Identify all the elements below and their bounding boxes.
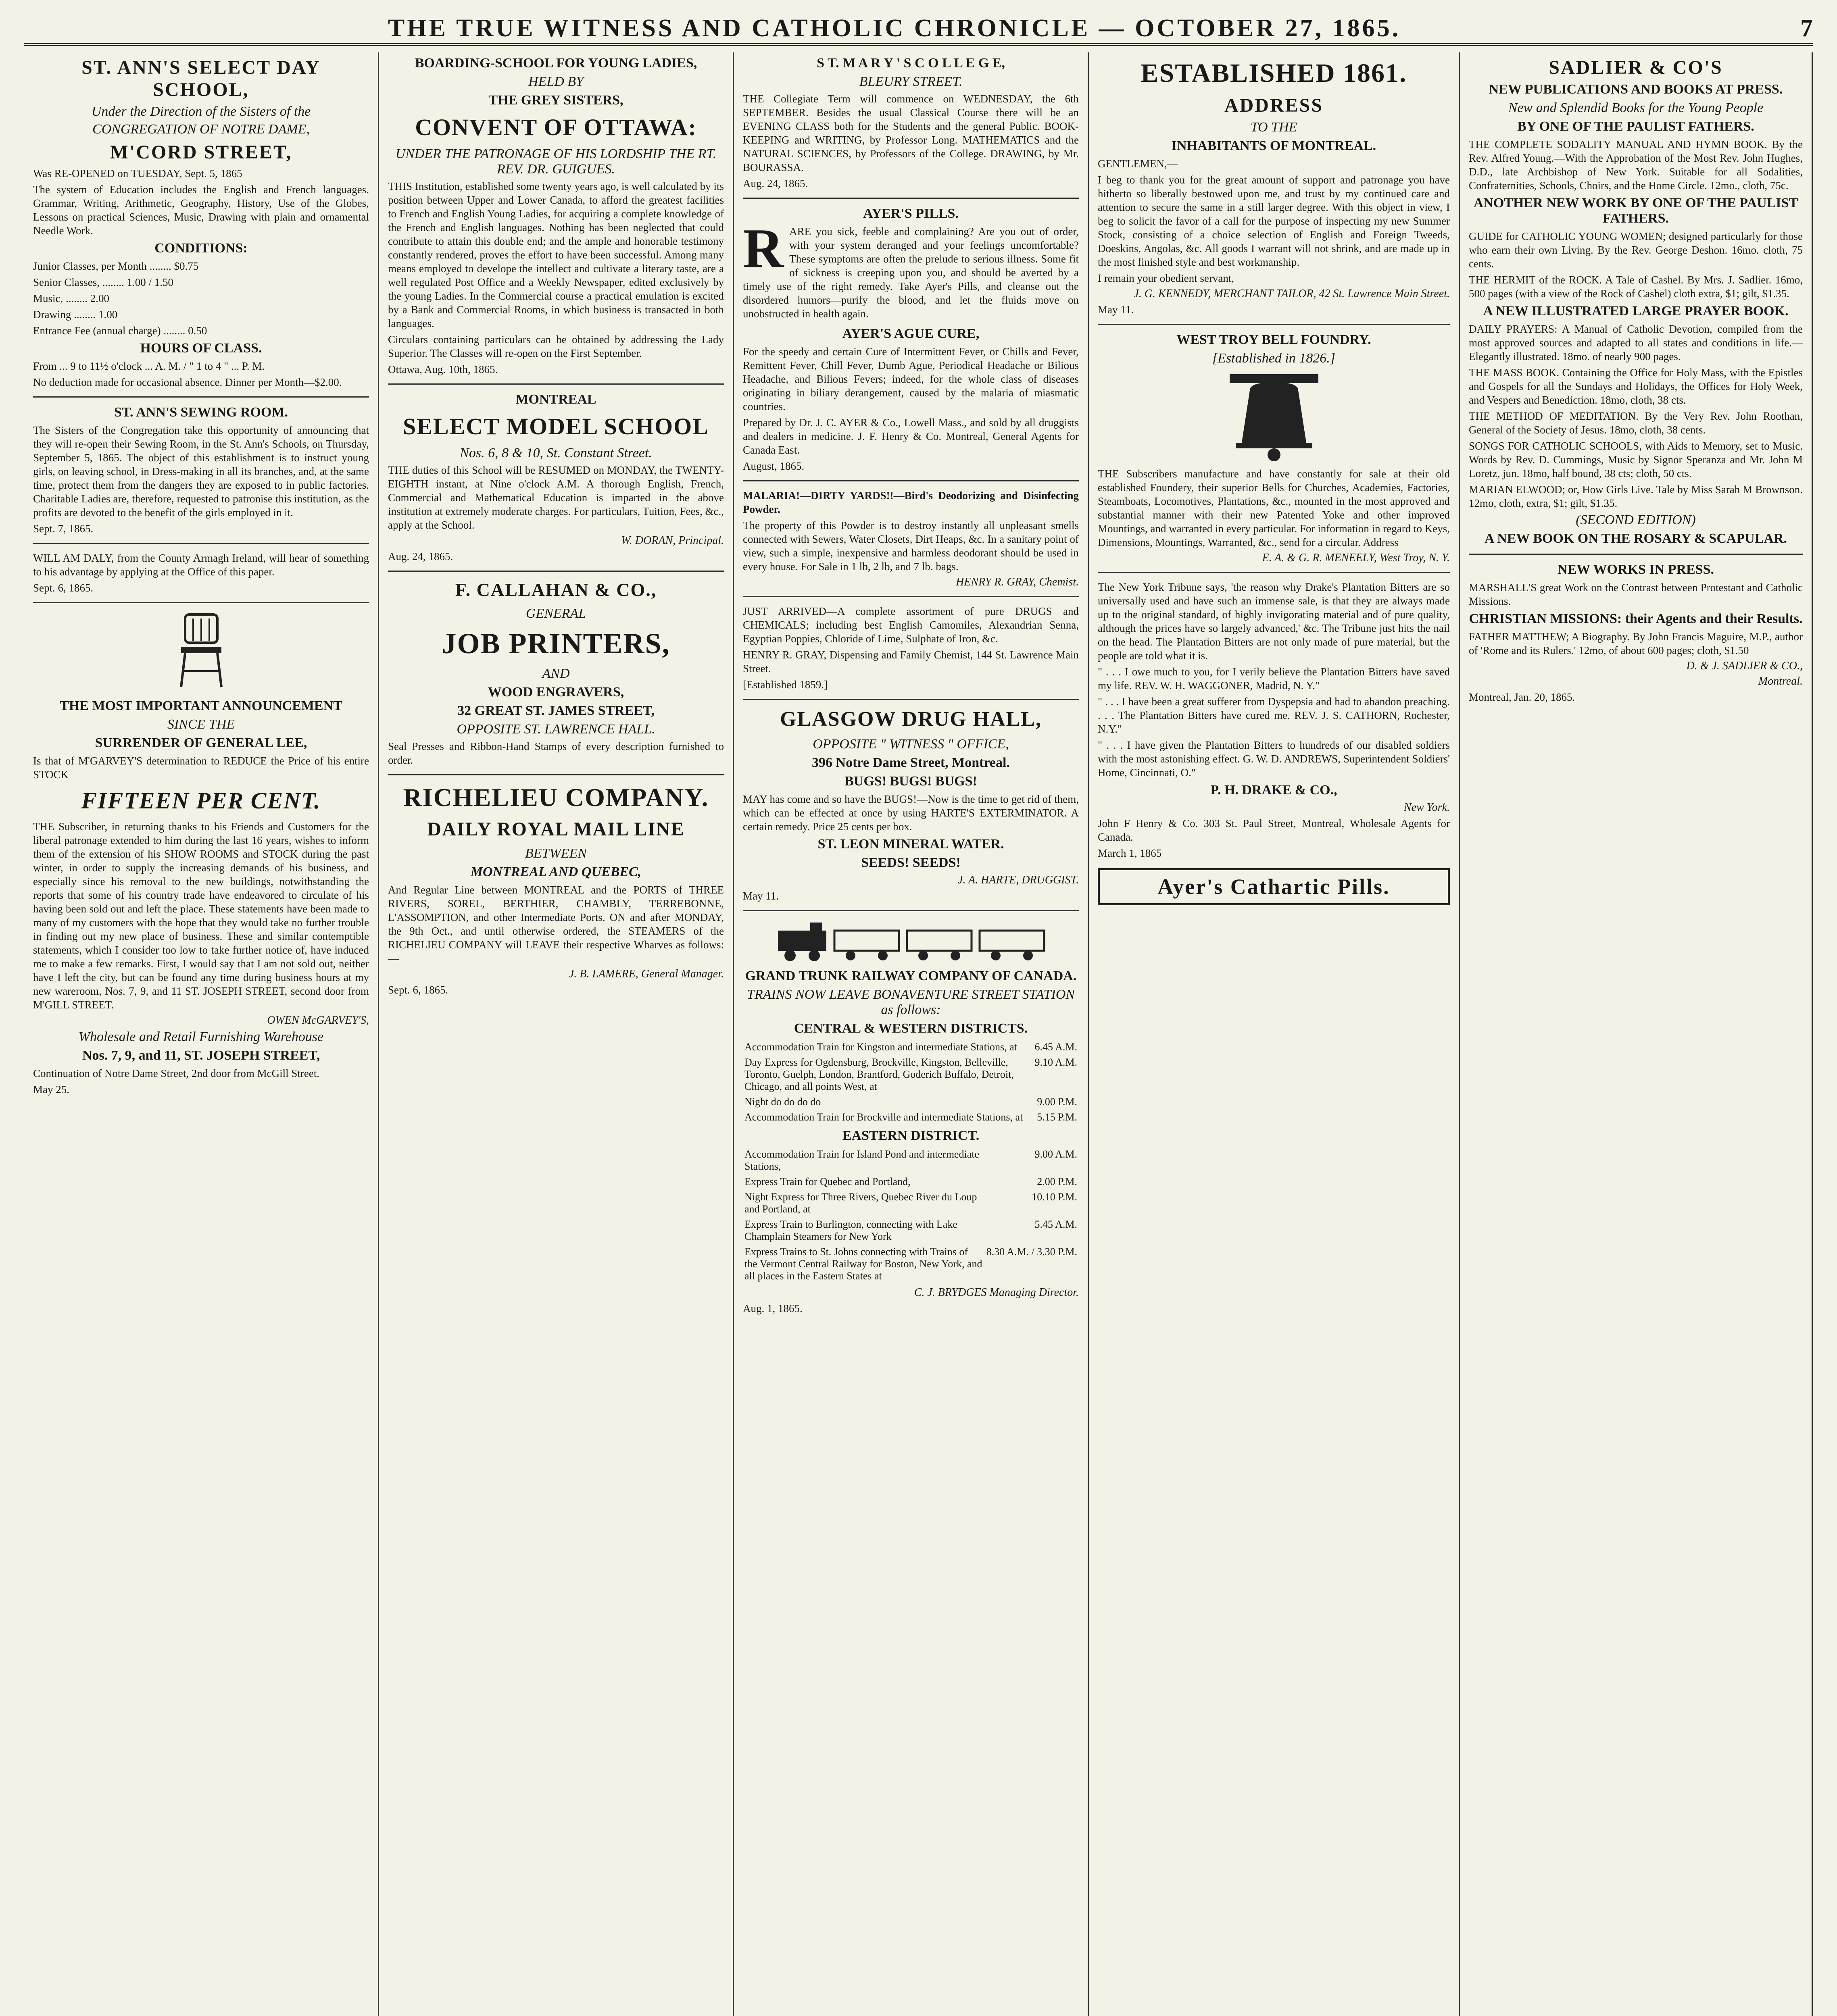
inhabitants: INHABITANTS OF MONTREAL. [1171, 138, 1376, 153]
college-text: THE Collegiate Term will commence on WEDNESDAY, the 6th SEPTEMBER. Besides the usual Classical Course there will be an EVENING CLASS both for the Students and the general Public. BOOK-KEEPING and WRITING, by Professor Long. MATHEMATICS and the NATURAL SCIENCES, by Professors of the College. DRAWING, by Mr. BOURASSA. [743, 93, 1079, 173]
bitters-agents: John F Henry & Co. 303 St. Paul Street, Montreal, Wholesale Agents for Canada. [1098, 817, 1450, 843]
sewing-text: The Sisters of the Congregation take this opportunity of announcing that they will re-open their Sewing Room, in the St. Ann's Schools, on Thursday, September 5, 1865. The object of this establishment is to instruct young girls, on leaving school, in Dress-making in all its branches, and, at the same time, protect them from the dangers they are exposed to in public factories. Charitable Ladies are, therefore, requested to patronise this institution, as the profits are devoted to the benefit of the girls employed in it. [33, 424, 369, 519]
table-row: Express Train for Quebec and Portland, 2.00 P.M. [744, 1176, 1077, 1187]
james-street: 32 GREAT ST. JAMES STREET, [457, 703, 655, 718]
bugs-heading: BUGS! BUGS! BUGS! [844, 774, 977, 789]
malaria-text: The property of this Powder is to destroy instantly all unpleasant smells connected with Sewers, Water Closets, Dirt Heaps, &c. In a sanitary point of view, such a simple, inexpensive and harmless deodorant should be used in every house. For Sale in 1 lb, 2 lb, and 7 lb. bags. [743, 519, 1079, 573]
schedule-west-table [743, 1039, 1079, 1125]
opposite-label: OPPOSITE ST. LAWRENCE HALL. [457, 722, 655, 737]
announce-since: SINCE THE [167, 717, 235, 732]
sewing-date: Sept. 7, 1865. [33, 523, 94, 535]
ague-sig: Prepared by Dr. J. C. AYER & Co., Lowell Mass., and sold by all druggists and dealers in medicine. J. F. Henry & Co. Montreal, General Agents for Canada East. [743, 417, 1079, 456]
troy-est: [Established in 1826.] [1212, 351, 1336, 366]
school-text: The system of Education includes the English and French languages. Grammar, Writing, Arithmetic, Geography, History, Use of the Globes, Lessons on practical Sciences, Music, Drawing with plain and ornamental Needle Work. [33, 183, 369, 237]
daly-date: Sept. 6, 1865. [33, 582, 94, 594]
splendid: New and Splendid Books for the Young People [1508, 100, 1764, 115]
convent-text: THIS Institution, established some twenty years ago, is well calculated by its position between Upper and Lower Canada, to afford the greatest facilities to French and English Young Ladies, for acquiring a complete knowledge of the French and English languages. Nothing has been neglected that could contribute to attain this double end; and the ample and honorable testimony constantly rendered, proves the effort to have been successful. Among many means employed to develope the intellect and cultivate a literary taste, are a well regulated Post Office and a Weekly Newspaper, edited exclusively by the young Ladies. In the Commercial course a practical emulation is excited by a Bank and Commercial Rooms, in which business is transacted in both languages. [388, 180, 724, 329]
convent-close: Circulars containing particulars can be obtained by addressing the Lady Superior. The Classes will re-open on the First September. [388, 333, 724, 359]
glasgow-address: 396 Notre Dame Street, Montreal. [812, 755, 1010, 770]
announce-text: Is that of M'GARVEY'S determination to REDUCE the Price of his entire STOCK [33, 755, 369, 781]
between-label: BETWEEN [525, 846, 587, 861]
guide: GUIDE for CATHOLIC YOUNG WOMEN; designed particularly for those who earn their own Living. By the Rev. George Deshon. 16mo. cloth, 75 cents. [1469, 230, 1803, 270]
bell-icon [1222, 370, 1326, 463]
table-row: Night Express for Three Rivers, Quebec River du Loup and Portland, at 10.10 P.M. [744, 1191, 1077, 1215]
condition-line: Entrance Fee (annual charge) ........ 0.50 [33, 325, 207, 337]
masthead [24, 8, 1813, 46]
new-press: NEW WORKS IN PRESS. [1558, 562, 1714, 577]
gtr-date: Aug. 1, 1865. [743, 1302, 803, 1314]
sadlier-sub: NEW PUBLICATIONS AND BOOKS AT PRESS. [1489, 82, 1783, 97]
newspaper-title: THE TRUE WITNESS AND CATHOLIC CHRONICLE — OCTOBER 27, 1865. [388, 15, 1401, 42]
college-heading: S T. M A R Y ' S C O L L E G E, [817, 56, 1005, 71]
condition-line: Drawing ........ 1.00 [33, 308, 118, 321]
established: ESTABLISHED 1861. [1141, 58, 1407, 88]
and-label: AND [542, 666, 570, 681]
table-row: Accommodation Train for Island Pond and intermediate Stations, 9.00 A.M. [744, 1148, 1077, 1172]
general-label: GENERAL [525, 606, 586, 621]
select-text: THE duties of this School will be RESUMED on MONDAY, the TWENTY-EIGHTH instant, at Nine o'clock A.M. A thorough English, French, Commercial and Mathematical Education is imparted in the above institution at extremely moderate charges. For particulars, Tuition, Fees, &c., apply at the School. [388, 464, 724, 531]
hermit: THE HERMIT of the ROCK. A Tale of Cashel. By Mrs. J. Sadlier. 16mo, 500 pages (with a view of the Rock of Cashel) cloth extra, $1; gilt, $1.35. [1469, 274, 1803, 300]
bitters-quote-1: " . . . I owe much to you, for I verily believe the Plantation Bitters have saved my life. REV. W. H. WAGGONER, Madrid, N. Y." [1098, 666, 1450, 691]
daly-text: WILL AM DALY, from the County Armagh Ireland, will hear of something to his advantage by applying at the Office of this paper. [33, 552, 369, 578]
select-address: Nos. 6, 8 & 10, St. Constant Street. [460, 446, 652, 460]
richelieu-date: Sept. 6, 1865. [388, 984, 448, 996]
sadlier-date: Montreal, Jan. 20, 1865. [1469, 691, 1575, 703]
sig-cont: Continuation of Notre Dame Street, 2nd door from McGill Street. [33, 1067, 320, 1079]
table-row: Express Trains to St. Johns connecting with Trains of the Vermont Central Railway for Boston, New York, and all places in the Eastern States at 8.30 A.M. / 3.30 P.M. [744, 1246, 1077, 1282]
to-the: TO THE [1250, 120, 1297, 135]
arrived-date: [Established 1859.] [743, 679, 828, 691]
another-work: ANOTHER NEW WORK BY ONE OF THE PAULIST FATHERS. [1473, 196, 1798, 226]
troy-text: THE Subscribers manufacture and have constantly for sale at their old established Foundery, their superior Bells for Churches, Academies, Factories, Steamboats, Locomotives, Plantations, &c., mounted in the most approved and substantial manner with their new Patented Yoke and other improved Mountings, and warranted in every particular. For information in regard to Keys, Dimensions, Mountings, Warranted, &c., send for a circular. Address [1098, 468, 1450, 548]
sadlier-sig: D. & J. SADLIER & CO., [1686, 660, 1803, 672]
convent-title: CONVENT OF OTTAWA: [415, 114, 697, 140]
gtr-sub: TRAINS NOW LEAVE BONAVENTURE STREET STATION as follows: [747, 987, 1075, 1017]
convent-date: Ottawa, Aug. 10th, 1865. [388, 363, 498, 375]
column-2 [379, 52, 734, 2016]
ague-heading: AYER'S AGUE CURE, [842, 326, 980, 341]
bitters-date: March 1, 1865 [1098, 847, 1162, 859]
signature: OWEN McGARVEY'S, [267, 1014, 369, 1027]
page-number: 7 [1800, 15, 1813, 42]
college-street: BLEURY STREET. [859, 74, 963, 89]
matthew: FATHER MATTHEW; A Biography. By John Francis Maguire, M.P., author of 'Rome and its Rulers.' 12mo, of about 600 pages; cloth, $1.50 [1469, 631, 1803, 656]
kennedy-sig: J. G. KENNEDY, MERCHANT TAILOR, 42 St. Lawrence Main Street. [1134, 287, 1450, 300]
kennedy-close: I remain your obedient servant, [1098, 272, 1234, 284]
seeds-heading: SEEDS! SEEDS! [861, 855, 961, 870]
callahan: F. CALLAHAN & CO., [455, 579, 657, 600]
gtr-sig: C. J. BRYDGES Managing Director. [914, 1286, 1079, 1299]
sig-date: May 25. [33, 1083, 69, 1095]
malaria-heading: MALARIA!—DIRTY YARDS!!—Bird's Deodorizing and Disinfecting Powder. [743, 489, 1079, 515]
rosary: A NEW BOOK ON THE ROSARY & SCAPULAR. [1484, 531, 1787, 546]
school-street: M'CORD STREET, [110, 142, 292, 163]
leon-heading: ST. LEON MINERAL WATER. [817, 837, 1004, 852]
condition-line: Senior Classes, ........ 1.00 / 1.50 [33, 276, 173, 288]
pills-banner: Ayer's Cathartic Pills. [1098, 868, 1450, 905]
wood-engravers: WOOD ENGRAVERS, [488, 685, 624, 700]
by-fathers: BY ONE OF THE PAULIST FATHERS. [1517, 119, 1754, 134]
prayers: DAILY PRAYERS: A Manual of Catholic Devotion, compiled from the most approved sources and adapted to all states and conditions in life.—Elegantly illustrated. 18mo. of nearly 900 pages. [1469, 323, 1803, 362]
bitters-text: The New York Tribune says, 'the reason why Drake's Plantation Bitters are so universally used and have such an immense sale, is that they are always made up to the original standard, of highly invigorating material and of pure quality, although the prices have so largely advanced,' &c. The Tribune just hits the nail on the head. The Plantation Bitters are not only made of pure material, but the people are told what it is. [1098, 581, 1450, 662]
announce-lee: SURRENDER OF GENERAL LEE, [95, 735, 307, 750]
school-direction: Under the Direction of the Sisters of the [91, 104, 311, 119]
gtr-central: CENTRAL & WESTERN DISTRICTS. [794, 1021, 1028, 1036]
select-school: SELECT MODEL SCHOOL [403, 413, 709, 439]
glasgow-title: GLASGOW DRUG HALL, [780, 708, 1042, 731]
hours-note: No deduction made for occasional absence. Dinner per Month—$2.00. [33, 376, 342, 388]
conditions-heading: CONDITIONS: [154, 241, 248, 256]
meditation: THE METHOD OF MEDITATION. By the Very Rev. John Roothan, General of the Society of Jesus. 18mo, cloth, 38 cents. [1469, 410, 1803, 436]
address-heading: ADDRESS [1224, 95, 1324, 116]
sig-sub: Wholesale and Retail Furnishing Warehouse [78, 1029, 324, 1044]
boarding-held: HELD BY [528, 74, 584, 89]
ague-text: For the speedy and certain Cure of Intermittent Fever, or Chills and Fever, Remittent Fever, Chill Fever, Dumb Ague, Periodical Headache or Bilious Headache, and Bilious Fevers; indeed, for the whole class of diseases originating in biliary derangement, caused by the malaria of miasmatic countries. [743, 346, 1079, 412]
sodality: THE COMPLETE SODALITY MANUAL AND HYMN BOOK. By the Rev. Alfred Young.—With the Approbation of the Most Rev. John Hughes, D.D., late Archbishop of New York. Suitable for all Sodalities, Confraternities, Schools, Choirs, and the Home Circle. 12mo., cloth, 75c. [1469, 138, 1803, 192]
table-row: Night do do do do 9.00 P.M. [744, 1096, 1077, 1108]
montreal-quebec: MONTREAL AND QUEBEC, [470, 864, 642, 879]
bitters-quote-3: " . . . I have given the Plantation Bitters to hundreds of our disabled soldiers with the most astonishing effect. G. W. D. ANDREWS, Superintendent Soldiers' Home, Cincinnati, O." [1098, 739, 1450, 779]
mail-line: DAILY ROYAL MAIL LINE [427, 818, 685, 840]
harte-sig: J. A. HARTE, DRUGGIST. [958, 874, 1079, 886]
montreal-label: MONTREAL [515, 392, 596, 407]
table-row: Accommodation Train for Brockville and intermediate Stations, at 5.15 P.M. [744, 1111, 1077, 1123]
table-row: Day Express for Ogdensburg, Brockville, Kingston, Belleville, Toronto, Guelph, London, Brantford, Goderich Buffalo, Detroit, Chicago, and all points West, at 9.10 A.M. [744, 1056, 1077, 1092]
glasgow-opp: OPPOSITE " WITNESS " OFFICE, [813, 737, 1009, 752]
hours-heading: HOURS OF CLASS. [140, 341, 262, 356]
second-edition: (SECOND EDITION) [1576, 512, 1696, 527]
sadlier-heading: SADLIER & CO'S [1549, 57, 1723, 78]
troy-sig: E. A. & G. R. MENEELY, West Troy, N. Y. [1262, 552, 1450, 564]
songs: SONGS FOR CATHOLIC SCHOOLS, with Aids to Memory, set to Music. Words by Rev. D. Cummings, Music by Signor Speranza and Mr. John M Loretz, jun. 18mo, half bound, 38 cts; cloth, 50 cts. [1469, 440, 1803, 479]
college-date: Aug. 24, 1865. [743, 177, 808, 190]
richelieu-text: And Regular Line between MONTREAL and the PORTS of THREE RIVERS, SOREL, BERTHIER, CHAMBLY, TERREBONNE, L'ASSOMPTION, and other Intermediate Ports. ON and after MONDAY, the 9th Oct., and until otherwise ordered, the STEAMERS of the RICHELIEU COMPANY will LEAVE their respective Wharves as follows:— [388, 884, 724, 964]
bugs-text: MAY has come and so have the BUGS!—Now is the time to get rid of them, which can be effected at once by using HARTE'S EXTERMINATOR. A certain remedy. Price 25 cents per box. [743, 793, 1079, 833]
grey-sisters: THE GREY SISTERS, [488, 93, 623, 108]
gtr-eastern: EASTERN DISTRICT. [842, 1128, 980, 1143]
hours-text: From ... 9 to 11½ o'clock ... A. M. / " 1 to 4 " ... P. M. [33, 360, 265, 372]
arrived-text: JUST ARRIVED—A complete assortment of pure DRUGS and CHEMICALS; including best English Camomiles, Alexandrian Senna, Egyptian Poppies, Chloride of Lime, Sulphate of Iron, &c. [743, 605, 1079, 645]
column-5 [1460, 52, 1813, 2016]
troy-heading: WEST TROY BELL FOUNDRY. [1176, 332, 1371, 347]
ayer-heading: AYER'S PILLS. [863, 206, 959, 221]
announce-body: THE Subscriber, in returning thanks to his Friends and Customers for the liberal patronage extended to him during the last 16 years, wishes to inform them of the extension of his SHOW ROOMS and STOCK during the past winter, in order to supply the increasing demands of his business, and especially since his removal to the new buildings, notwithstanding the reports that some of his country trade have endeavored to circulate of his having been sold out and left the place. These statements have been made to many of my customers with the hope that they would take no further trouble in finding out my new place of business. These and similar contemptible statements, which I consider too low to take further notice of, have induced me to make a few remarks. First, I would say that I am not sold out, neither have I left the city, but can be found any time during business hours at my new wareroom, Nos. 7, 9, and 11 ST. JOSEPH STREET, second door from M'GILL STREET. [33, 821, 369, 1011]
marshall: MARSHALL'S great Work on the Contrast between Protestant and Catholic Missions. [1469, 581, 1803, 607]
kennedy-text: I beg to thank you for the great amount of support and patronage you have hitherto so liberally bestowed upon me, and trust by my continued care and attention to secure the same in a still larger degree. With this object in view, I beg to solicit the favor of a call for the purpose of inspecting my new Summer Stock, consisting of a choice selection of English and Foreign Tweeds, Doeskins, Angolas, &c. All goods I warrant will not shrink, and are made up in the most finished style and best workmanship. [1098, 174, 1450, 268]
kennedy-date: May 11. [1098, 304, 1134, 316]
ayer-text: ARE you sick, feeble and complaining? Are you out of order, with your system deranged and your feelings uncomfortable? These symptoms are often the prelude to serious illness. Some fit of sickness is creeping upon you, and should be averted by a timely use of the right remedy. Take Ayer's Pills, and cleanse out the disordered humors—purify the blood, and let the fluids move on unobstructed in health again. [743, 225, 1079, 320]
drop-cap-r-icon: R [743, 217, 784, 280]
elwood: MARIAN ELWOOD; or, How Girls Live. Tale by Miss Sarah M Brownson. 12mo, cloth, extra, $1; gilt, $1.35. [1469, 483, 1803, 509]
job-printers: JOB PRINTERS, [442, 627, 670, 660]
boarding-heading: BOARDING-SCHOOL FOR YOUNG LADIES, [415, 56, 697, 71]
mass-book: THE MASS BOOK. Containing the Office for Holy Mass, with the Epistles and Gospels for all the Sundays and Holidays, the Offices for Holy Week, and Vespers and Benediction. 18mo, cloth, 38 cts. [1469, 367, 1803, 406]
table-row: Express Train to Burlington, connecting with Lake Champlain Steamers for New York 5.45 A.M. [744, 1218, 1077, 1242]
patronage: UNDER THE PATRONAGE OF HIS LORDSHIP THE RT. REV. DR. GUIGUES. [395, 146, 717, 177]
train-icon [770, 918, 1052, 963]
select-date: Aug. 24, 1865. [388, 550, 453, 562]
bitters-drake: P. H. DRAKE & CO., [1210, 783, 1337, 798]
schedule-east-table [743, 1147, 1079, 1284]
sewing-heading: ST. ANN'S SEWING ROOM. [114, 405, 288, 420]
announce-big: FIFTEEN PER CENT. [81, 787, 321, 814]
school-heading: ST. ANN'S SELECT DAY SCHOOL, [81, 57, 321, 100]
sadlier-place: Montreal. [1758, 675, 1803, 687]
column-3 [734, 52, 1089, 2016]
school-congregation: CONGREGATION OF NOTRE DAME, [92, 122, 310, 137]
seal-text: Seal Presses and Ribbon-Hand Stamps of every description furnished to order. [388, 740, 724, 766]
condition-line: Junior Classes, per Month ........ $0.75 [33, 260, 199, 272]
malaria-sig: HENRY R. GRAY, Chemist. [956, 576, 1079, 588]
prayer-heading: A NEW ILLUSTRATED LARGE PRAYER BOOK. [1483, 304, 1789, 319]
gentlemen: GENTLEMEN,— [1098, 158, 1178, 170]
column-4 [1089, 52, 1460, 2016]
harte-date: May 11. [743, 890, 779, 902]
announce-heading: THE MOST IMPORTANT ANNOUNCEMENT [60, 698, 342, 713]
table-row: Accommodation Train for Kingston and intermediate Stations, at 6.45 A.M. [744, 1041, 1077, 1053]
select-sig: W. DORAN, Principal. [621, 534, 724, 547]
school-reopen: Was RE-OPENED on TUESDAY, Sept. 5, 1865 [33, 167, 242, 179]
bitters-quote-2: " . . . I have been a great sufferer from Dyspepsia and had to abandon preaching. . . . The Plantation Bitters have cured me. REV. J. S. CATHORN, Rochester, N.Y." [1098, 696, 1450, 735]
richelieu-title: RICHELIEU COMPANY. [403, 783, 709, 812]
arrived-sig: HENRY R. GRAY, Dispensing and Family Chemist, 144 St. Lawrence Main Street. [743, 649, 1079, 675]
ague-date: August, 1865. [743, 460, 805, 472]
sig-address: Nos. 7, 9, and 11, ST. JOSEPH STREET, [82, 1048, 320, 1063]
gtr-heading: GRAND TRUNK RAILWAY COMPANY OF CANADA. [745, 968, 1077, 983]
richelieu-sig: J. B. LAMERE, General Manager. [569, 968, 724, 980]
bitters-ny: New York. [1403, 801, 1450, 814]
column-1 [24, 52, 379, 2016]
chair-icon [169, 610, 234, 691]
christian-missions: CHRISTIAN MISSIONS: their Agents and their Results. [1469, 611, 1803, 626]
condition-line: Music, ........ 2.00 [33, 292, 109, 304]
